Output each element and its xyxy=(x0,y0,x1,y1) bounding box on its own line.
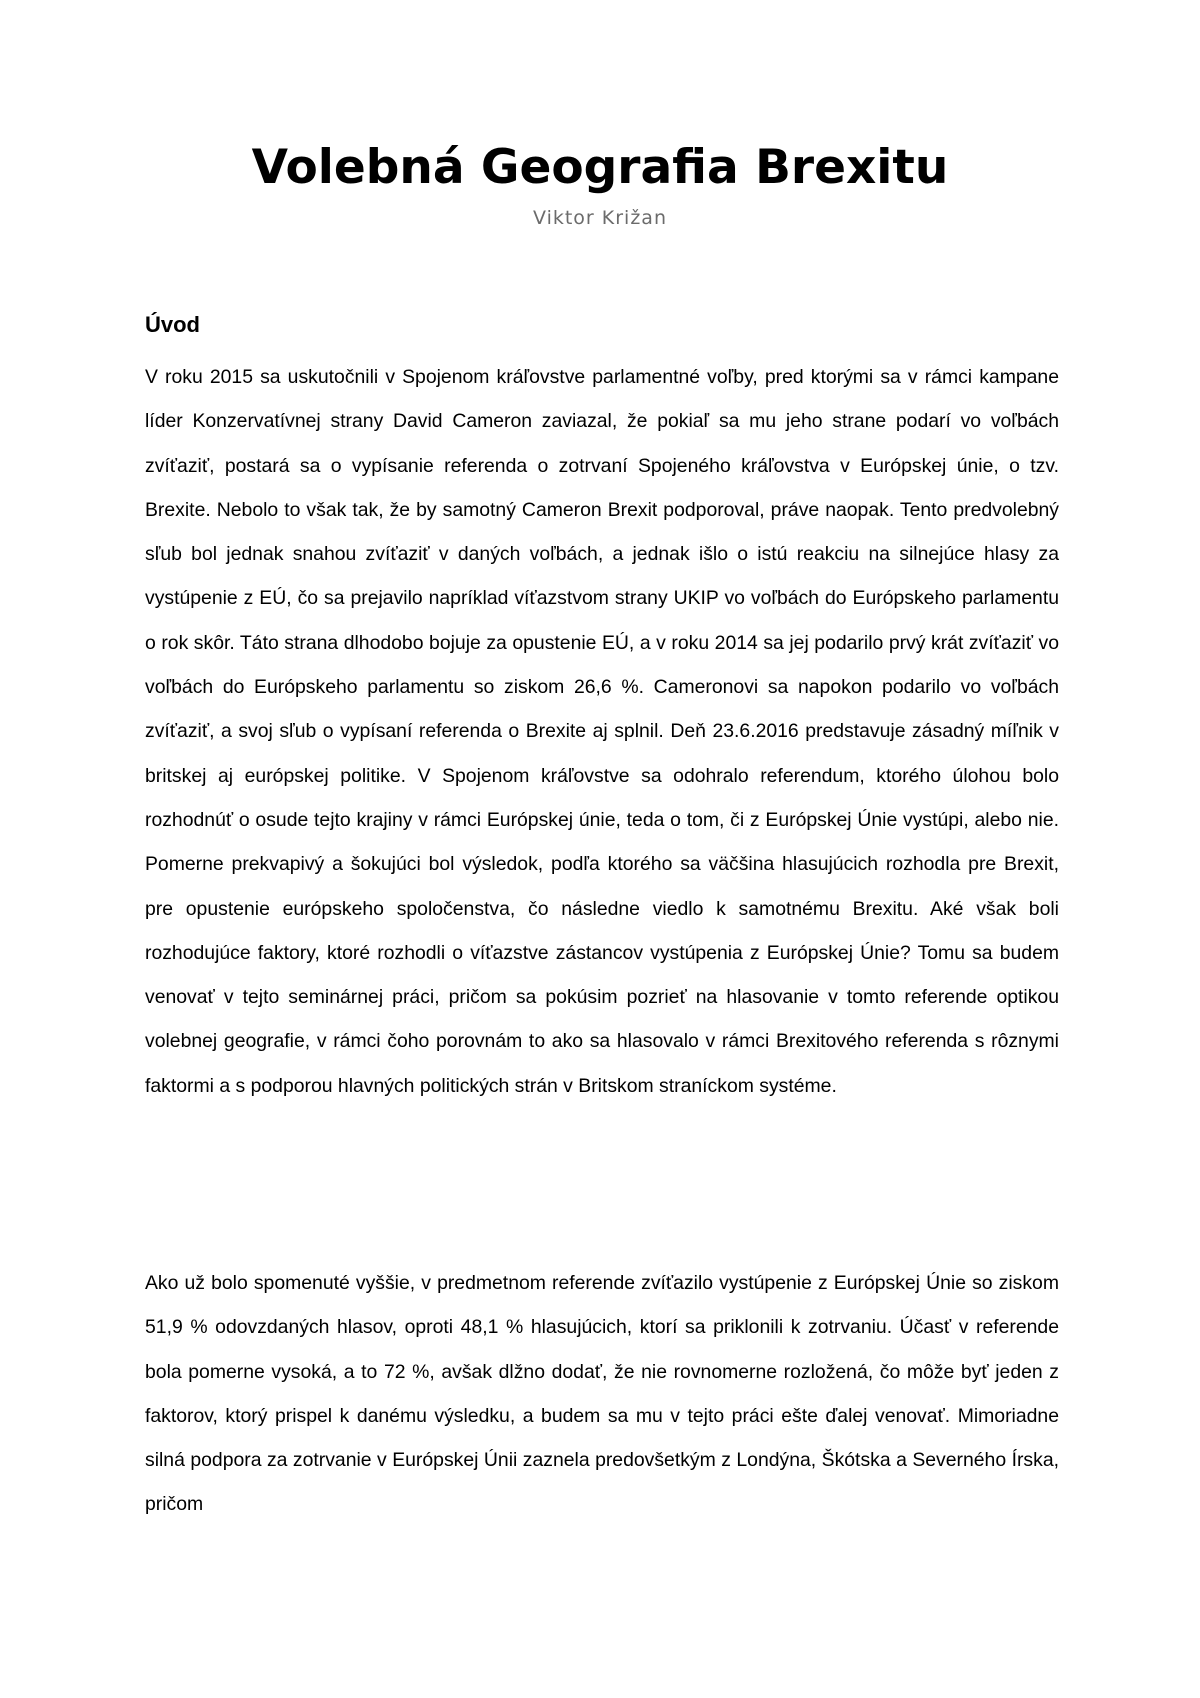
body-paragraph-2: Ako už bolo spomenuté vyššie, v predmetnom referende zvíťazilo vystúpenie z Európskej Únie so ziskom 51,9 % odovzdaných hlasov, oproti 48,1 % hlasujúcich, ktorí sa priklonili k zotrvaniu. Účasť v referende bola pomerne vysoká, a to 72 %, avšak dlžno dodať, že nie rovnomerne rozložená, čo môže byť jeden z faktorov, ktorý prispel k danému výsledku, a budem sa mu v tejto práci ešte ďalej venovať. Mimoriadne silná podpora za zotrvanie v Európskej Únii zaznela predovšetkým z Londýna, Škótska a Severného Írska, pričom xyxy=(145,1272,1059,1516)
document-author: Viktor Križan xyxy=(533,207,667,229)
body-paragraph-1: V roku 2015 sa uskutočnili v Spojenom kráľovstve parlamentné voľby, pred ktorými sa v rámci kampane líder Konzervatívnej strany David Cameron zaviazal, že pokiaľ sa mu jeho strane podarí vo voľbách zvíťaziť, postará sa o vypísanie referenda o zotrvaní Spojeného kráľovstva v Európskej únie, o tzv. Brexite. Nebolo to však tak, že by samotný Cameron Brexit podporoval, práve naopak. Tento predvolebný sľub bol jednak snahou zvíťaziť v daných voľbách, a jednak išlo o istú reakciu na silnejúce hlasy za vystúpenie z EÚ, čo sa prejavilo napríklad víťazstvom strany UKIP vo voľbách do Európskeho parlamentu o rok skôr. Táto strana dlhodobo bojuje za opustenie EÚ, a v roku 2014 sa jej podarilo prvý krát zvíťaziť vo voľbách do Európskeho parlamentu so ziskom 26,6 %. Cameronovi sa napokon podarilo vo voľbách zvíťaziť, a svoj sľub o vypísaní referenda o Brexite aj splnil. Deň 23.6.2016 predstavuje zásadný míľnik v britskej aj európskej politike. V Spojenom kráľovstve sa odohralo referendum, ktorého úlohou bolo rozhodnúť o osude tejto krajiny v rámci Európskej únie, teda o tom, či z Európskej Únie vystúpi, alebo nie. Pomerne prekvapivý a šokujúci bol výsledok, podľa ktorého sa väčšina hlasujúcich rozhodla pre Brexit, pre opustenie európskeho spoločenstva, čo následne viedlo k samotnému Brexitu. Aké však boli rozhodujúce faktory, ktoré rozhodli o víťazstve zástancov vystúpenia z Európskej Únie? Tomu sa budem venovať v tejto seminárnej práci, pričom sa pokúsim pozrieť na hlasovanie v tomto referende optikou volebnej geografie, v rámci čoho porovnám to ako sa hlasovalo v rámci Brexitového referenda s rôznymi faktormi a s podporou hlavných politických strán v Britskom straníckom systéme. xyxy=(145,366,1059,1097)
document-title: Volebná Geografia Brexitu xyxy=(251,140,949,195)
section-heading-uvod: Úvod xyxy=(145,312,200,337)
